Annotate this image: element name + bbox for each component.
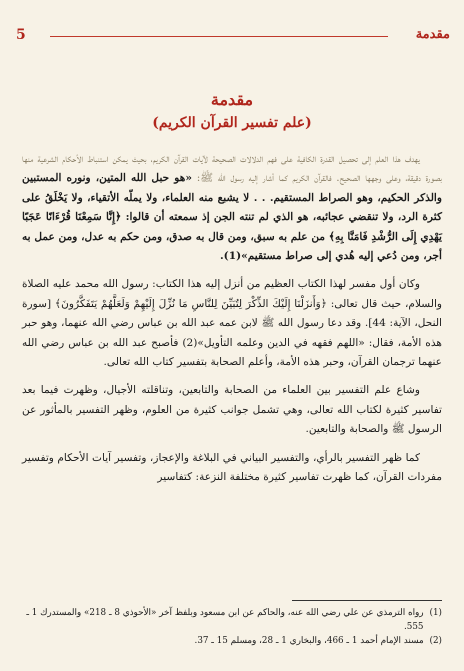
- running-title: مقدمة: [415, 27, 450, 42]
- paragraph-4-text: كما ظهر التفسير بالرأي، والتفسير البياني في البلاغة والإعجاز، وتفسير آيات الأحكام وتفسير مفردات القرآن، كما ظهرت تفاسير كثيرة مختلفة النزعة: كتفاسير: [22, 451, 442, 484]
- paragraph-1-quote: «هو حبل الله المتين، ونوره المستبين والذكر الحكيم، وهو الصراط المستقيم. . . لا يشبع منه العلماء، ولا يملّه الأتقياء، ولا يَخْلَقُ على كثرة الرد، ولا تنقضي عجائبه، هو الذي لم تنته الجن إذ سمعته أن قالوا: ﴿إِنَّا سَمِعْنَا قُرْءَانًا عَجَبًا يَهْدِي إِلَى الرُّشْدِ فَامَنَّا بِهِ﴾ من علم به سبق، ومن قال به صدق، ومن حكم به عدل، ومن عمل به أجر، ومن دُعي إليه هُدي إلى صراط مستقيم»(1).: [22, 172, 442, 263]
- page-number: 5: [16, 27, 26, 43]
- header-rule: [50, 36, 388, 37]
- footnotes: [22, 606, 442, 648]
- paragraph-2-text: وكان أول مفسر لهذا الكتاب العظيم من أنزل إليه هذا الكتاب: رسول الله محمد عليه الصلاة والسلام، حيث قال تعالى: ﴿وَأَنزَلْنَا إِلَيْكَ الذِّكْرَ لِتُبَيِّنَ لِلنَّاسِ مَا نُزِّلَ إِلَيْهِمْ وَلَعَلَّهُمْ يَتَفَكَّرُونَ﴾ [سورة النحل، الآية: 44]. وقد دعا رسول الله ﷺ لابن عمه عبد الله بن عباس رضي الله عنهما، وهو حبر هذه الأمة، فقال: «اللهم فقهه في الدين وعلمه التأويل»(2) فأصبح عبد الله بن عباس رضي الله عنهما ترجمان القرآن، وحبر هذه الأمة، وأعلم الصحابة بتفسير كتاب الله تعالى.: [22, 278, 443, 369]
- footnote-1-text: رواه الترمذي عن علي رضي الله عنه، والحاكم عن ابن مسعود وبلفظ آخر «الأحوذي 8 ـ 218» والمستدرك 1 ـ 555.: [26, 608, 424, 632]
- footnote-2: [22, 634, 442, 648]
- footnote-2-number: (2): [429, 636, 442, 646]
- paragraph-1-faded: يهدف هذا العلم إلى تحصيل القدرة الكافية على فهم الدلالات الصحيحة لآيات القرآن الكريم، بحيث يمكن استنباط الأحكام الشرعية منها بصورة دقيقة، وعلى وجهها الصحيح. فالقرآن الكريم كما أشار إليه رسول الله ﷺ:: [22, 153, 442, 185]
- footnote-1-number: (1): [429, 608, 442, 618]
- footnote-1: [22, 606, 442, 634]
- paragraph-4: [22, 449, 442, 488]
- chapter-title: مقدمة: [210, 90, 254, 109]
- body-text: [22, 150, 442, 497]
- paragraph-1: [22, 150, 442, 266]
- footnote-2-text: مسند الإمام أحمد 1 ـ 466، والبخاري 1 ـ 28، ومسلم 15 ـ 37.: [194, 636, 424, 646]
- footnote-rule: [292, 600, 442, 601]
- page-header: [14, 26, 450, 44]
- chapter-subtitle: (علم تفسير القرآن الكريم): [152, 115, 312, 131]
- paragraph-3: [22, 381, 442, 439]
- paragraph-2: [22, 275, 442, 372]
- paragraph-3-text: وشاع علم التفسير بين العلماء من الصحابة والتابعين، وتناقلته الأجيال، وظهرت فيما بعد تفاسير كثيرة لكتاب الله تعالى، وهي تشمل جوانب كثيرة من العلوم، وظهر التفسير بالمأثور عن الرسول ﷺ والصحابة والتابعين.: [22, 384, 442, 436]
